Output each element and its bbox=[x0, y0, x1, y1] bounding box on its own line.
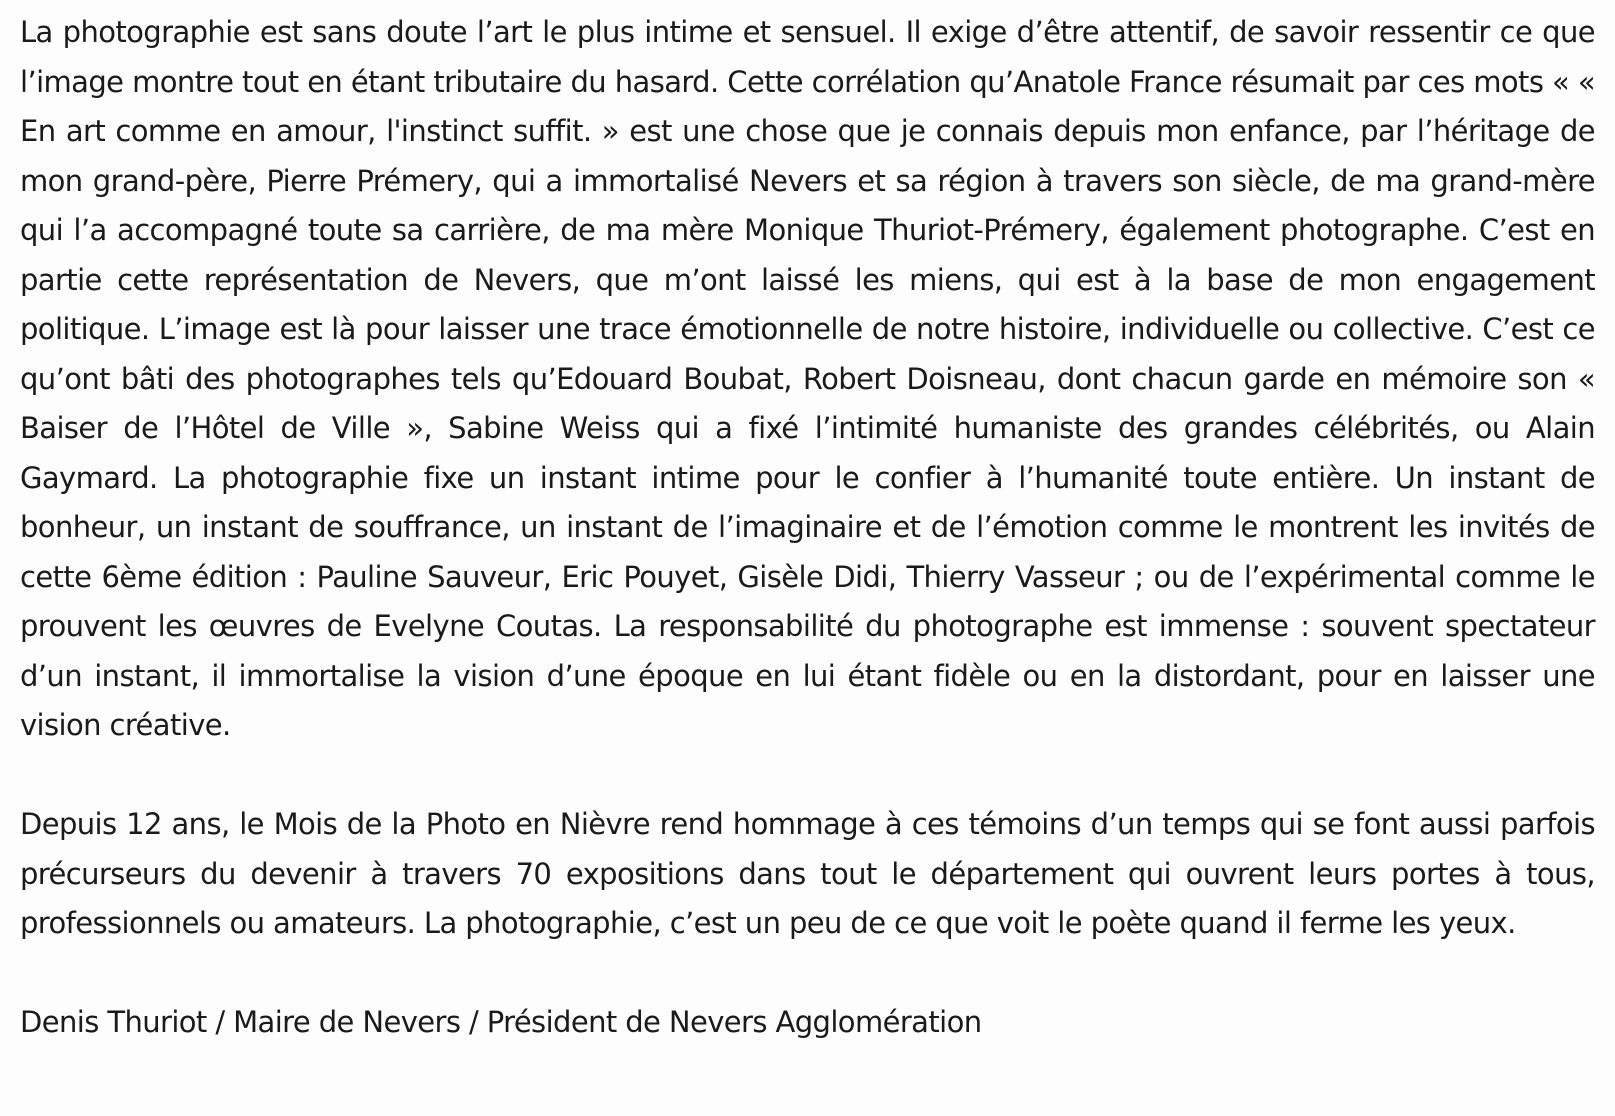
body-paragraph-2: Depuis 12 ans, le Mois de la Photo en Nièvre rend hommage à ces témoins d’un temps qui se font aussi parfois précurseurs du devenir à travers 70 expositions dans tout le département qui ouvrent leurs portes à tous, professionnels ou amateurs. La photographie, c’est un peu de ce que voit le poète quand il ferme les yeux. bbox=[20, 807, 1595, 940]
body-paragraph-1: La photographie est sans doute l’art le plus intime et sensuel. Il exige d’être attentif, de savoir ressentir ce que l’image montre tout en étant tributaire du hasard. Cette corrélation qu’Anatole France résumait par ces mots « « En art comme en amour, l'instinct suffit. » est une chose que je connais depuis mon enfance, par l’héritage de mon grand-père, Pierre Prémery, qui a immortalisé Nevers et sa région à travers son siècle, de ma grand-mère qui l’a accompagné toute sa carrière, de ma mère Monique Thuriot-Prémery, également photographe. C’est en partie cette représentation de Nevers, que m’ont laissé les miens, qui est à la base de mon engagement politique. L’image est là pour laisser une trace émotionnelle de notre histoire, individuelle ou collective. C’est ce qu’ont bâti des photographes tels qu’Edouard Boubat, Robert Doisneau, dont chacun garde en mémoire son « Baiser de l’Hôtel de Ville », Sabine Weiss qui a fixé l’intimité humaniste des grandes célébrités, ou Alain Gaymard. La photographie fixe un instant intime pour le confier à l’humanité toute entière. Un instant de bonheur, un instant de souffrance, un instant de l’imaginaire et de l’émotion comme le montrent les invités de cette 6ème édition : Pauline Sauveur, Eric Pouyet, Gisèle Didi, Thierry Vasseur ; ou de l’expérimental comme le prouvent les œuvres de Evelyne Coutas. La responsabilité du photographe est immense : souvent spectateur d’un instant, il immortalise la vision d’une époque en lui étant fidèle ou en la distordant, pour en laisser une vision créative. bbox=[20, 15, 1595, 742]
signature-line: Denis Thuriot / Maire de Nevers / Président de Nevers Agglomération bbox=[20, 1004, 982, 1039]
